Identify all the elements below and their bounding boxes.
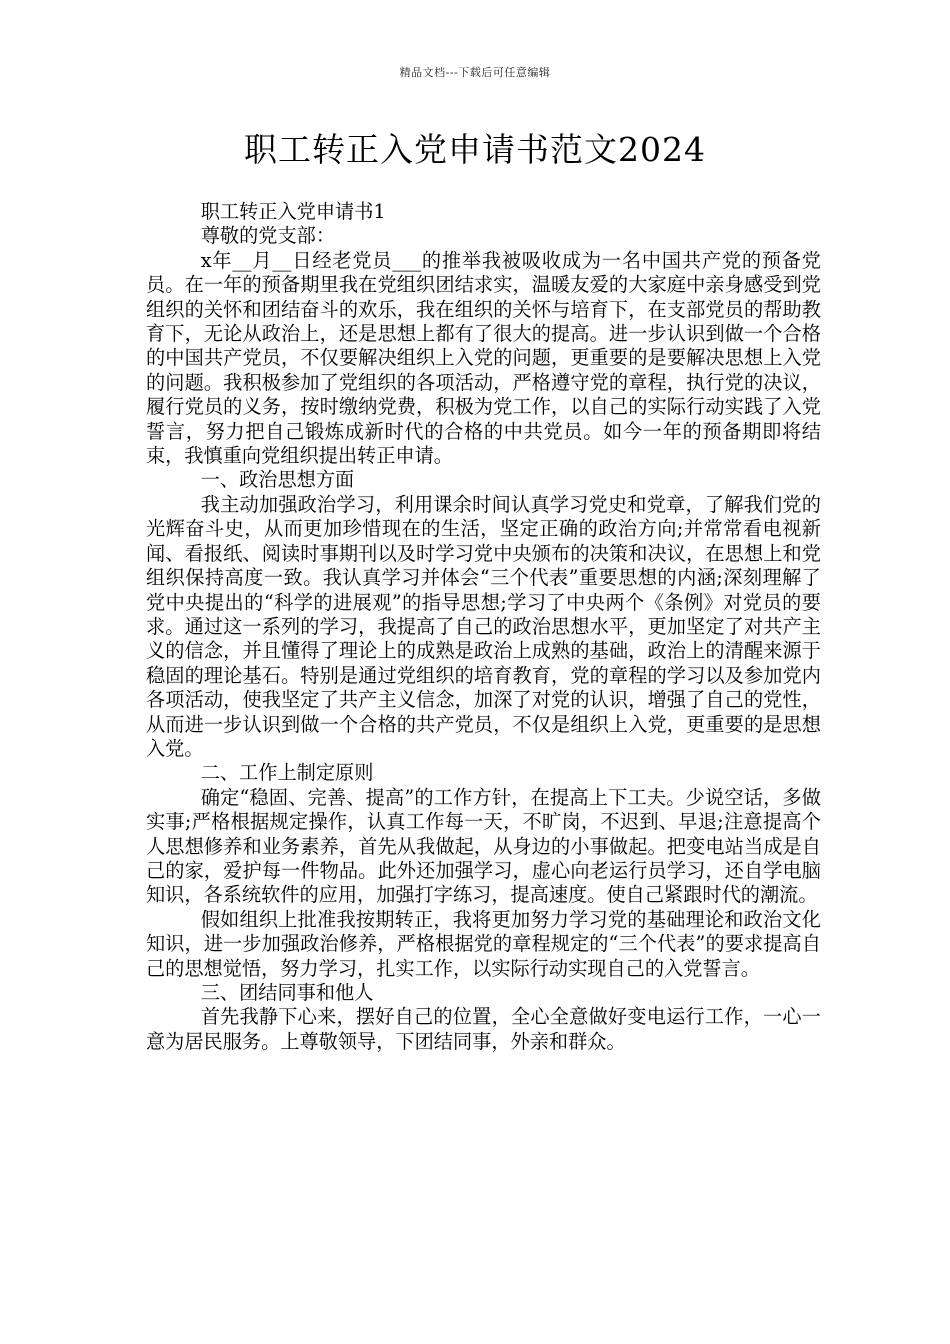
paragraph-intro: x年__月__日经老党员___的推举我被吸收成为一名中国共产党的预备党员。在一年的预备期里我在党组织团结求实，温暖友爱的大家庭中亲身感受到党组织的关怀和团结奋斗的欢乐，我在组织的关怀与培育下，在支部党员的帮助教育下，无论从政治上，还是思想上都有了很大的提高。进一步认识到做一个合格的中国共产党员，不仅要解决组织上入党的问题，更重要的是要解决思想上入党的问题。我积极参加了党组织的各项活动，严格遵守党的章程，执行党的决议，履行党员的义务，按时缴纳党费，积极为党工作，以自己的实际行动实践了入党誓言，努力把自己锻炼成新时代的合格的中共党员。如今一年的预备期即将结束，我慎重向党组织提出转正申请。 [146, 248, 821, 468]
section-heading-work: 二、工作上制定原则 [200, 761, 374, 785]
paragraph-salutation: 尊敬的党支部： [200, 224, 336, 248]
paragraph-politics: 我主动加强政治学习，利用课余时间认真学习党史和党章，了解我们党的光辉奋斗史，从而更加珍惜现在的生活，坚定正确的政治方向;并常常看电视新闻、看报纸、阅读时事期刊以及时学习党中央颁布的决策和决议，在思想上和党组织保持高度一致。我认真学习并体会“三个代表”重要思想的内涵;深刻理解了党中央提出的“科学的进展观”的指导思想;学习了中央两个《条例》对党员的要求。通过这一系列的学习，我提高了自己的政治思想水平，更加坚定了对共产主义的信念，并且懂得了理论上的成熟是政治上成熟的基础，政治上的清醒来源于稳固的理论基石。特别是通过党组织的培育教育，党的章程的学习以及参加党内各项活动，使我坚定了共产主义信念，加深了对党的认识，增强了自己的党性，从而进一步认识到做一个合格的共产党员，不仅是组织上入党，更重要的是思想入党。 [146, 492, 821, 760]
section-heading-unity: 三、团结同事和他人 [200, 981, 374, 1004]
paragraph-work: 确定“稳固、完善、提高”的工作方针，在提高上下工夫。少说空话，多做实事;严格根据规定操作，认真工作每一天，不旷岗，不迟到、早退;注意提高个人思想修养和业务素养，首先从我做起，从身边的小事做起。把变电站当成是自己的家，爱护每一件物品。此外还加强学习，虚心向老运行员学习，还自学电脑知识，各系统软件的应用，加强打字练习，提高速度。使自己紧跟时代的潮流。 [146, 785, 821, 907]
paragraph-unity: 首先我静下心来，摆好自己的位置，全心全意做好变电运行工作，一心一意为居民服务。上尊敬领导，下团结同事，外亲和群众。 [146, 1005, 821, 1053]
page-header: 精品文档---下载后可任意编辑 [399, 66, 551, 79]
paragraph-commitment: 假如组织上批准我按期转正，我将更加努力学习党的基础理论和政治文化知识，进一步加强政治修养，严格根据党的章程规定的“三个代表”的要求提高自己的思想觉悟，努力学习，扎实工作，以实际行动实现自己的入党誓言。 [146, 907, 821, 980]
document-title: 职工转正入党申请书范文2024 [244, 130, 706, 169]
paragraph-subtitle: 职工转正入党申请书1 [200, 200, 386, 223]
section-heading-politics: 一、政治思想方面 [200, 468, 355, 492]
document-body [146, 200, 821, 1054]
